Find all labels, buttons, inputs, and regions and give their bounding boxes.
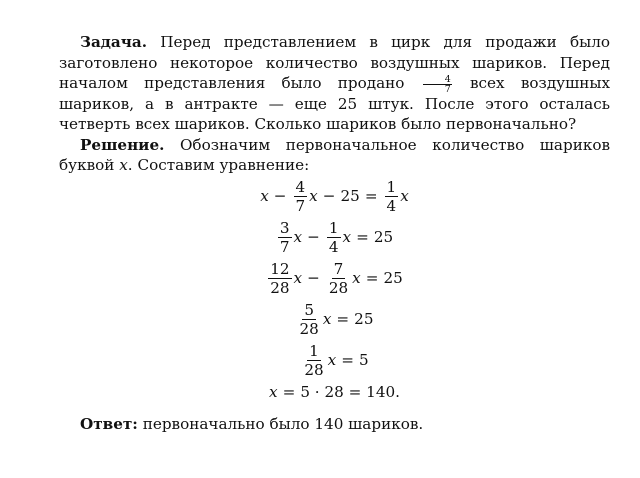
solution-label: Решение. (80, 135, 165, 154)
equation-4 (59, 299, 610, 340)
eq1-fraction-2-numerator: 1 (386, 177, 397, 196)
eq4-equals: = (336, 310, 350, 328)
eq1-fraction-2-denominator: 4 (386, 196, 397, 215)
eq2-equals: = (356, 228, 369, 246)
problem-paragraph (59, 32, 610, 135)
eq3-constant: 25 (383, 269, 403, 287)
eq2-fraction-2-numerator: 1 (328, 218, 339, 237)
solution-text-part-1: Обозначим первоначальное количество шариков буквой (59, 135, 611, 174)
eq5-constant: 5 (358, 351, 369, 369)
eq2-fraction-2 (327, 220, 341, 255)
solution-variable: x (119, 156, 128, 174)
eq2-fraction-1-numerator: 3 (279, 218, 290, 237)
inline-fraction-denominator: 7 (444, 83, 451, 95)
eq3-fraction-2-denominator: 28 (328, 278, 349, 297)
inline-fraction (423, 75, 452, 94)
solution-text-part-2: . Составим уравнение: (127, 156, 310, 174)
eq2-fraction-2-denominator: 4 (328, 237, 339, 256)
eq4-fraction-denominator: 28 (299, 319, 319, 338)
problem-text-part-2: всех воздушных шариков, а в антракте — еще 25 штук. После этого осталась четверть всех шариков. Сколько шариков было первоначально? (59, 74, 611, 133)
eq3-minus: − (307, 269, 320, 287)
eq5-equals: = (341, 351, 354, 369)
eq1-fraction-1-numerator: 4 (295, 177, 306, 196)
equation-2 (59, 217, 610, 258)
eq5-var-x: x (327, 351, 337, 369)
inline-fraction-numerator: 4 (423, 75, 452, 85)
eq2-fraction-1 (278, 220, 292, 255)
eq4-fraction-numerator: 5 (304, 300, 315, 319)
problem-label: Задача. (80, 33, 148, 51)
eq1-fraction-1-denominator: 7 (295, 196, 306, 215)
eq3-var-x-2: x (352, 269, 361, 287)
eq1-equals: = (364, 187, 378, 205)
eq5-fraction-denominator: 28 (304, 360, 324, 379)
eq2-var-x: x (293, 228, 303, 246)
equation-6 (59, 381, 610, 403)
eq3-fraction-2 (327, 261, 350, 296)
eq1-var-x: x (260, 187, 269, 205)
eq6-var-x: x (269, 382, 278, 401)
equation-block (59, 176, 610, 403)
answer-text: первоначально было 140 шариков. (142, 414, 424, 433)
eq6-expression: 5 · 28 = 140. (300, 382, 400, 401)
eq6-equals: = (282, 382, 296, 401)
solution-paragraph (59, 135, 610, 176)
equation-5 (59, 340, 610, 381)
eq1-minus-1: − (273, 187, 287, 205)
eq3-equals: = (365, 269, 379, 287)
eq4-constant: 25 (354, 310, 374, 328)
eq1-fraction-2 (385, 179, 399, 214)
document-page (59, 32, 610, 434)
eq3-fraction-2-numerator: 7 (333, 259, 344, 278)
eq1-minus-2: − (322, 187, 336, 205)
eq2-var-x-2: x (342, 228, 352, 246)
answer-paragraph (59, 414, 610, 435)
eq3-fraction-1-denominator: 28 (270, 278, 290, 297)
eq1-fraction-1 (294, 179, 308, 214)
eq3-var-x: x (293, 269, 303, 287)
eq1-constant: 25 (340, 187, 360, 205)
eq1-var-x-3: x (400, 187, 409, 205)
eq2-fraction-1-denominator: 7 (279, 237, 290, 256)
eq3-fraction-1-numerator: 12 (270, 259, 290, 278)
answer-label: Ответ: (80, 414, 138, 433)
equation-1 (59, 176, 610, 217)
eq1-var-x-2: x (309, 187, 318, 205)
eq2-constant: 25 (373, 228, 394, 246)
problem-text-part-1: Перед представлением в цирк для продажи было заготовлено некоторое количество воздушных шариков. Перед началом представления было продано (59, 33, 611, 92)
eq5-fraction (302, 343, 325, 378)
eq5-fraction-numerator: 1 (309, 341, 319, 360)
eq2-minus: − (307, 228, 320, 246)
equation-3 (59, 258, 610, 299)
eq3-fraction-1 (268, 261, 291, 296)
eq4-fraction (298, 302, 321, 337)
eq4-var-x: x (322, 310, 332, 328)
